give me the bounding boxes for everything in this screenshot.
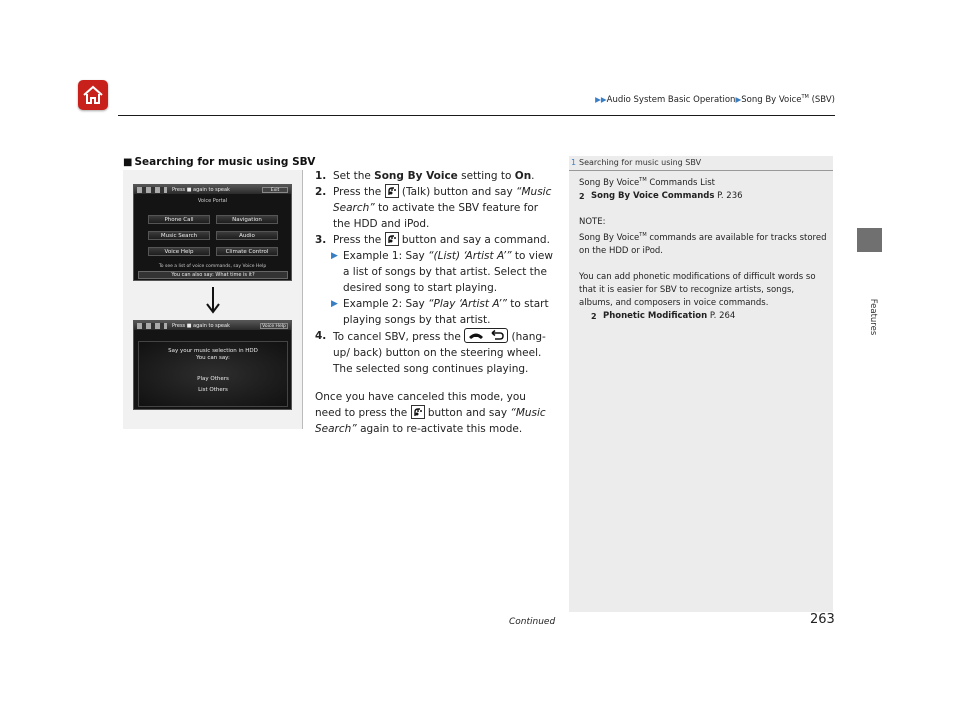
breadcrumb-item-sbv[interactable]: Song By Voice xyxy=(741,95,802,105)
status-icons xyxy=(137,187,167,193)
header-divider xyxy=(118,115,835,116)
step-number: 3. xyxy=(315,234,327,246)
voice-help-note: To see a list of voice commands, say Voice Help xyxy=(158,264,267,269)
example-text: Example 1: Say xyxy=(343,250,429,262)
step-text: (hang-up/ back) button on the steering wheel. The selected song continues playing. xyxy=(333,331,546,375)
section-title xyxy=(123,156,315,168)
talk-button-icon xyxy=(411,405,425,419)
example-text: to view a list of songs by that artist. Select the desired song to start playing. xyxy=(343,250,553,294)
hang-up-button-icon xyxy=(464,328,508,343)
press-prompt: Press ■ again to speak xyxy=(172,322,230,329)
home-icon xyxy=(82,84,104,106)
trademark-mark: TM xyxy=(639,232,647,238)
breadcrumb-arrow-icon: ▶▶ xyxy=(595,95,607,104)
voice-command: “(List) ‘Artist A’” xyxy=(428,250,512,262)
music-search-screen xyxy=(133,320,292,410)
step-number: 4. xyxy=(315,330,327,342)
screen-status-bar xyxy=(134,185,291,194)
navigation-button: Navigation xyxy=(216,215,278,224)
step-text: Press the xyxy=(333,186,385,198)
xref-page: P. 236 xyxy=(714,191,743,201)
voice-portal-screen xyxy=(133,184,292,281)
breadcrumb xyxy=(520,94,835,105)
paragraph-text: again to re-activate this mode. xyxy=(356,423,523,435)
note-header xyxy=(569,156,833,171)
step-text: to activate the SBV feature for the HDD and iPod. xyxy=(333,202,539,230)
steps-list xyxy=(315,168,555,437)
reactivate-paragraph xyxy=(315,389,555,437)
hint-bar: You can also say: What time is it? xyxy=(138,271,288,279)
note-text: Song By Voice xyxy=(579,233,640,243)
xref-phonetic-modification[interactable] xyxy=(591,310,829,323)
trademark-mark: TM xyxy=(639,177,647,183)
breadcrumb-suffix: (SBV) xyxy=(808,95,835,105)
voice-help-button: Voice Help xyxy=(260,323,288,329)
screen-title: Voice Portal xyxy=(197,198,228,204)
section-title-text: Searching for music using SBV xyxy=(134,156,316,168)
xref-label: Phonetic Modification xyxy=(603,311,708,321)
xref-song-by-voice-commands[interactable] xyxy=(579,190,829,203)
xref-arrow-icon: 2 xyxy=(591,312,597,321)
voice-command: “Music Search” xyxy=(333,186,552,214)
home-button[interactable] xyxy=(78,80,108,110)
step-text: (Talk) button and say xyxy=(398,186,517,198)
phone-call-button: Phone Call xyxy=(148,215,210,224)
screenshots-panel xyxy=(123,170,303,429)
step-text: button and say a command. xyxy=(398,234,550,246)
talk-button-icon xyxy=(385,184,399,198)
step-text: setting to xyxy=(457,170,515,182)
step-number: 1. xyxy=(315,170,327,182)
music-prompt-line2: You can say: xyxy=(196,355,230,361)
screen-status-bar xyxy=(134,321,291,330)
music-search-button: Music Search xyxy=(148,231,210,240)
talk-button-icon xyxy=(385,232,399,246)
step-text: Set the xyxy=(333,170,375,182)
voice-help-button: Voice Help xyxy=(148,247,210,256)
climate-control-button: Climate Control xyxy=(216,247,278,256)
note-text-block xyxy=(579,229,829,258)
phonetic-paragraph: You can add phonetic modifications of difficult words so that it is easier for SBV to recognize artists, songs, albums, and composers in voice commands. xyxy=(579,272,816,308)
xref-page: P. 264 xyxy=(707,311,736,321)
breadcrumb-item-audio[interactable]: Audio System Basic Operation xyxy=(606,95,736,105)
features-tab-label: Features xyxy=(868,298,878,336)
play-others-option: Play Others xyxy=(197,376,229,382)
continued-label: Continued xyxy=(509,617,556,627)
trademark-mark: TM xyxy=(801,94,809,100)
voice-command: “Music Search” xyxy=(315,407,546,435)
note-header-text: Searching for music using SBV xyxy=(579,158,702,167)
paragraph-text: button and say xyxy=(424,407,511,419)
step-text: To cancel SBV, press the xyxy=(333,331,465,343)
paragraph-text: Once you have canceled this mode, you need to press the xyxy=(315,391,526,419)
status-icons xyxy=(137,323,167,329)
setting-name: Song By Voice xyxy=(374,170,458,182)
page-number: 263 xyxy=(810,612,835,627)
note-label: NOTE: xyxy=(579,217,606,227)
step-text: . xyxy=(531,170,535,182)
step-number: 2. xyxy=(315,186,327,198)
audio-button: Audio xyxy=(216,231,278,240)
xref-label: Song By Voice Commands xyxy=(591,191,715,201)
arrow-bullet-icon: ▶ xyxy=(331,251,338,261)
step-1 xyxy=(315,168,555,184)
note-text: Song By Voice xyxy=(579,178,640,188)
side-note-panel xyxy=(569,156,833,612)
note-body xyxy=(579,174,829,323)
features-tab[interactable] xyxy=(857,228,882,252)
example-2 xyxy=(315,296,555,328)
square-bullet-icon: ■ xyxy=(123,157,133,168)
step-4 xyxy=(315,328,555,377)
list-others-option: List Others xyxy=(198,387,228,393)
down-arrow-icon xyxy=(203,285,223,315)
voice-command: “Play ‘Artist A’” xyxy=(428,298,507,310)
music-prompt-panel xyxy=(138,341,288,407)
breadcrumb-arrow-icon: ▶ xyxy=(735,95,742,104)
commands-list-title xyxy=(579,174,829,190)
note-marker-icon: 1 xyxy=(571,158,577,167)
step-2 xyxy=(315,184,555,232)
example-text: Example 2: Say xyxy=(343,298,429,310)
note-text: Commands List xyxy=(646,178,716,188)
note-text: commands are available for tracks stored on the HDD or iPod. xyxy=(579,233,827,256)
setting-value: On xyxy=(514,170,532,182)
arrow-bullet-icon: ▶ xyxy=(331,299,338,309)
example-text: to start playing songs by that artist. xyxy=(343,298,549,326)
example-1 xyxy=(315,248,555,296)
step-3 xyxy=(315,232,555,248)
xref-arrow-icon: 2 xyxy=(579,192,585,201)
exit-button: Exit xyxy=(262,187,288,193)
press-prompt: Press ■ again to speak xyxy=(172,186,230,193)
music-prompt-line1: Say your music selection in HDD xyxy=(168,348,258,354)
step-text: Press the xyxy=(333,234,385,246)
